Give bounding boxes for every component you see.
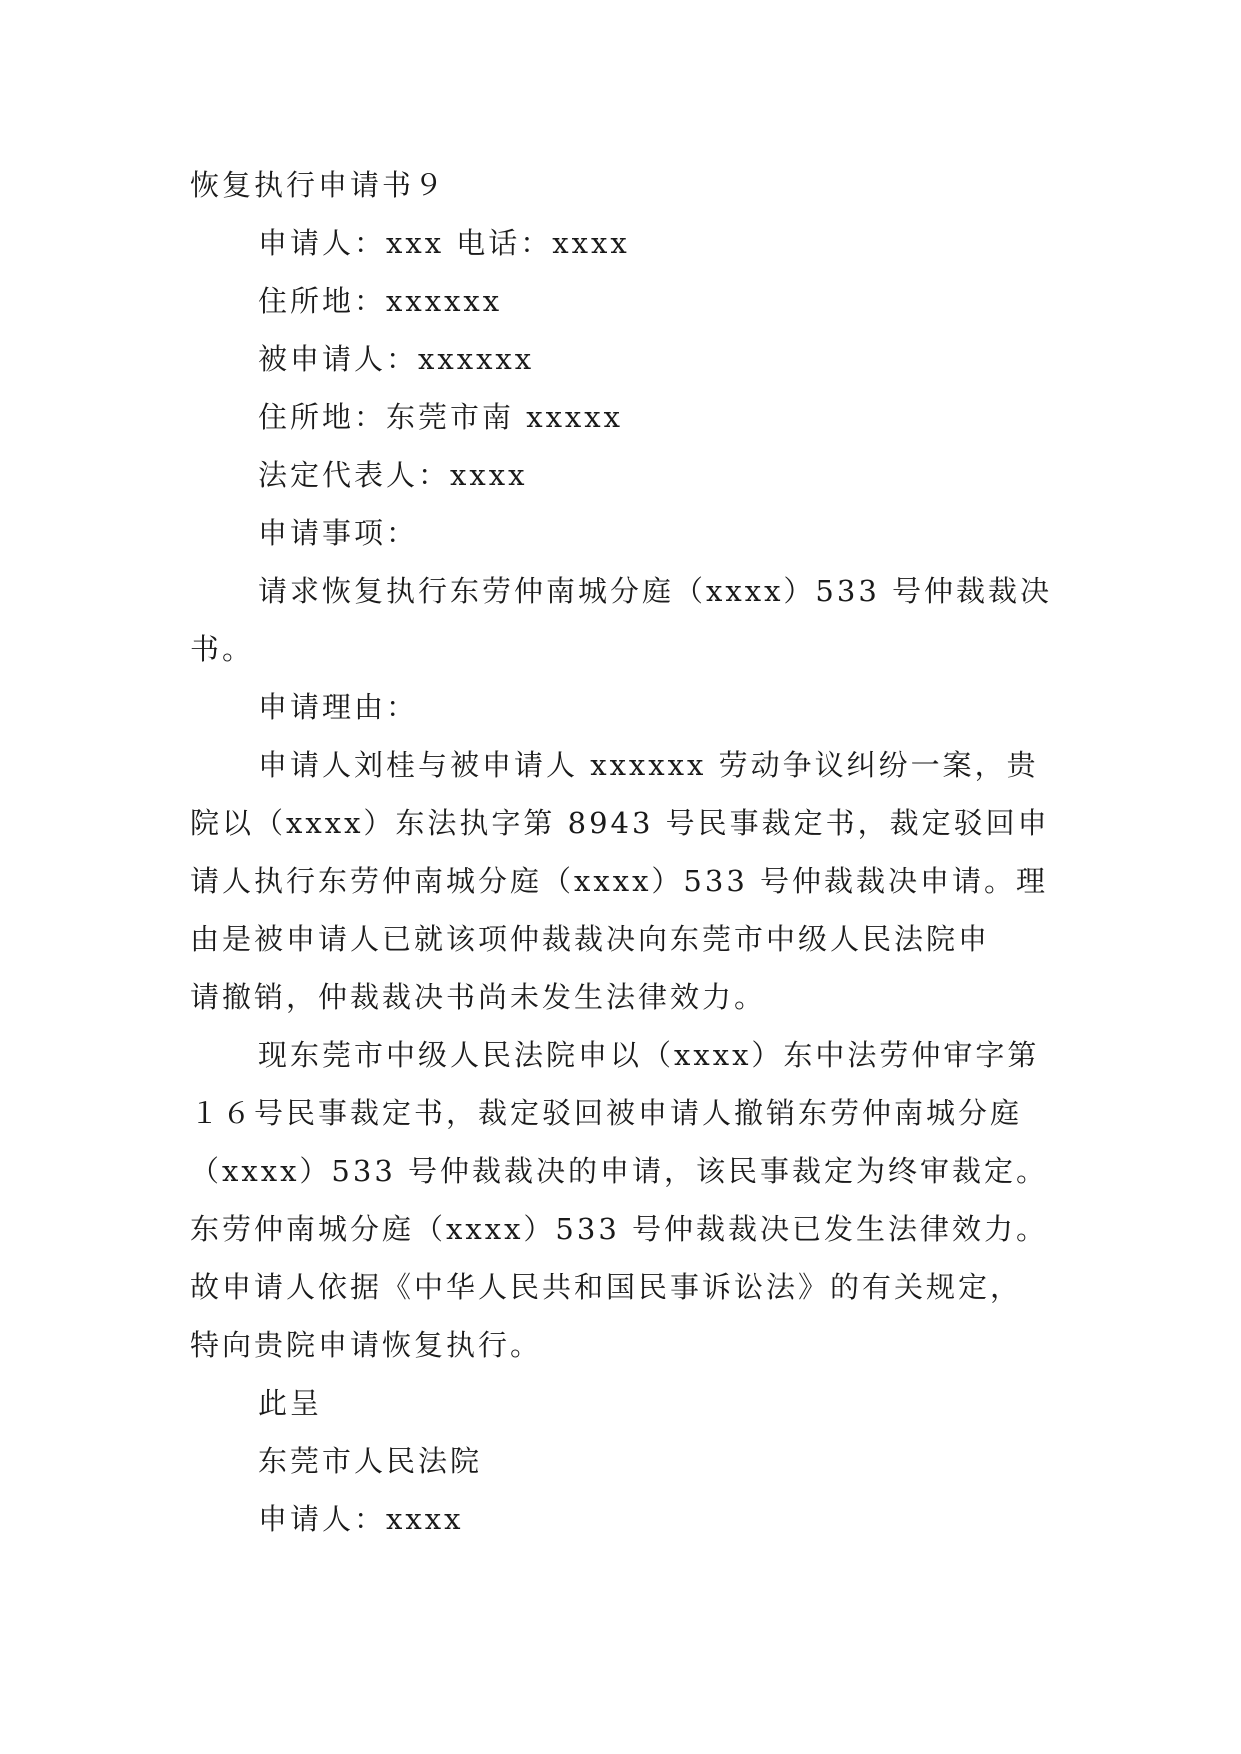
items-heading: 申请事项：	[258, 516, 419, 550]
addressee: 东莞市人民法院	[258, 1444, 483, 1478]
respondent-line: 被申请人：xxxxxx	[258, 342, 535, 376]
reason-para1-line: 院以（xxxx）东法执字第 8943 号民事裁定书，裁定驳回申	[190, 806, 1050, 840]
reason-para1-line: 申请人刘桂与被申请人 xxxxxx 劳动争议纠纷一案，贵	[258, 748, 1039, 782]
reason-heading: 申请理由：	[258, 690, 419, 724]
reason-para2-line: 故申请人依据《中华人民共和国民事诉讼法》的有关规定，	[190, 1270, 1023, 1304]
legal-representative: 法定代表人：xxxx	[258, 458, 528, 492]
reason-para2-line: 现东莞市中级人民法院申以（xxxx）东中法劳仲审字第	[258, 1038, 1040, 1072]
closing-text: 此呈	[258, 1386, 323, 1420]
reason-para1-line: 请人执行东劳仲南城分庭（xxxx）533 号仲裁裁决申请。理	[190, 864, 1048, 898]
items-text-line: 请求恢复执行东劳仲南城分庭（xxxx）533 号仲裁裁决	[258, 574, 1052, 608]
items-text-line: 书。	[190, 632, 255, 666]
signature-line: 申请人：xxxx	[258, 1502, 464, 1536]
applicant-line: 申请人：xxx 电话：xxxx	[258, 226, 630, 260]
reason-para2-line: 特向贵院申请恢复执行。	[190, 1328, 543, 1362]
reason-para2-line: １６号民事裁定书，裁定驳回被申请人撤销东劳仲南城分庭	[190, 1096, 1023, 1130]
respondent-address: 住所地：东莞市南 xxxxx	[258, 400, 623, 434]
reason-para2-line: （xxxx）533 号仲裁裁决的申请，该民事裁定为终审裁定。	[190, 1154, 1048, 1188]
applicant-address: 住所地：xxxxxx	[258, 284, 503, 318]
document-title: 恢复执行申请书９	[190, 168, 447, 202]
reason-para2-line: 东劳仲南城分庭（xxxx）533 号仲裁裁决已发生法律效力。	[190, 1212, 1048, 1246]
reason-para1-line: 请撤销，仲裁裁决书尚未发生法律效力。	[190, 980, 767, 1014]
reason-para1-line: 由是被申请人已就该项仲裁裁决向东莞市中级人民法院申	[190, 922, 991, 956]
